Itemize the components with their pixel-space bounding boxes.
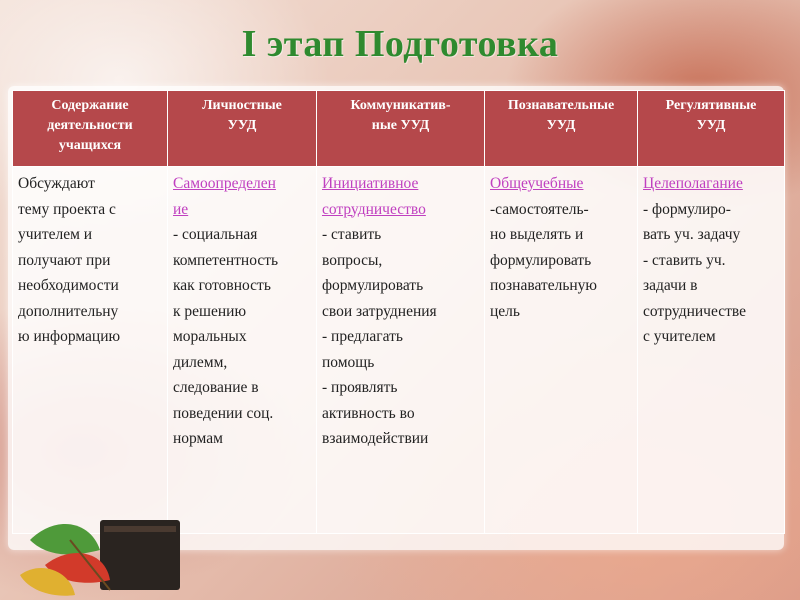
header-communicative: Коммуникатив- ные УУД [317, 91, 485, 167]
cognitive-text: -самостоятель- но выделять и формулировать познавательную цель [490, 200, 598, 320]
communicative-text: - ставить вопросы, формулировать свои затруднения - предлагать помощь - проявлять активность во взаимодействии [322, 226, 437, 447]
leaves-and-book-decoration [0, 480, 200, 600]
cognitive-heading-link[interactable]: Общеучебные [490, 175, 584, 192]
uud-table [12, 90, 785, 534]
communicative-heading-link[interactable]: Инициативное сотрудничество [322, 175, 426, 218]
regulatory-text: - формулиро- вать уч. задачу - ставить уч. задачи в сотрудничестве с учителем [643, 200, 747, 345]
personal-text: - социальная компетентность как готовность к решению моральных дилемм, следование в поведении соц. нормам [173, 226, 279, 447]
activity-text: Обсуждают тему проекта с учителем и получают при необходимости дополнительну ю информацию [18, 175, 121, 345]
cell-cognitive [485, 167, 638, 534]
header-activity: Содержание деятельности учащихся [13, 91, 168, 167]
cell-personal [168, 167, 317, 534]
header-cognitive: Познавательные УУД [485, 91, 638, 167]
cell-regulatory [638, 167, 785, 534]
table-header-row [13, 91, 785, 167]
cell-communicative [317, 167, 485, 534]
green-leaf-icon [30, 524, 100, 554]
regulatory-heading-link[interactable]: Целеполагание [643, 175, 743, 192]
personal-heading-link[interactable]: Самоопределен ие [173, 175, 276, 218]
table-row [13, 167, 785, 534]
slide-title: I этап Подготовка [241, 23, 559, 65]
cell-activity [13, 167, 168, 534]
header-personal: Личностные УУД [168, 91, 317, 167]
header-regulatory: Регулятивные УУД [638, 91, 785, 167]
